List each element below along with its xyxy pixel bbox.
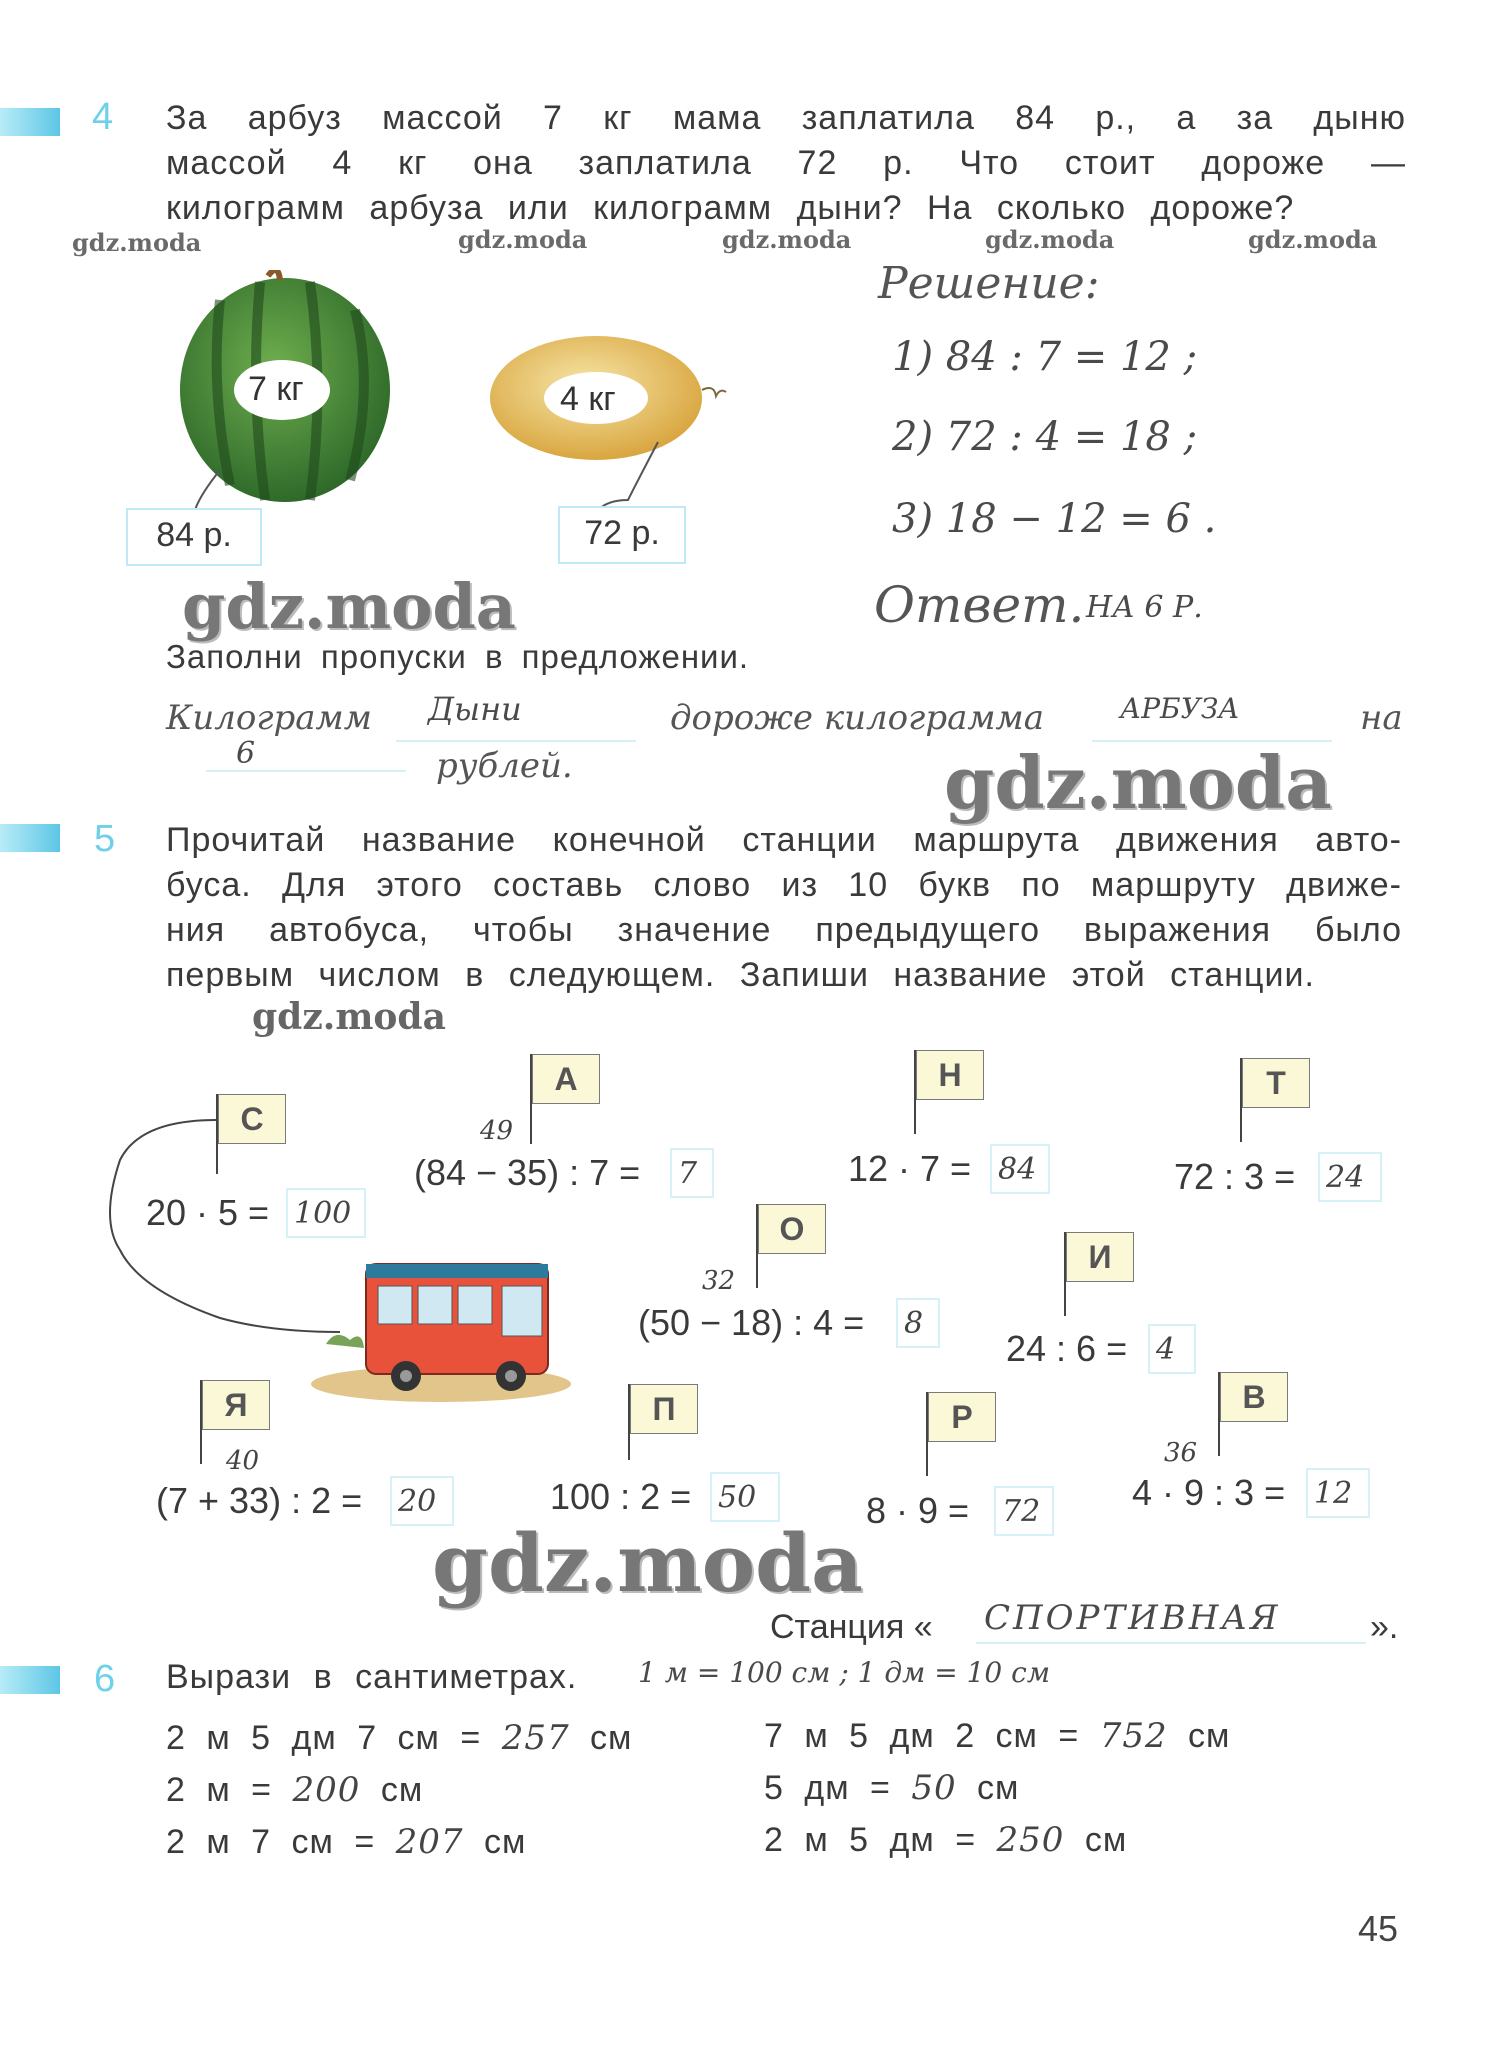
- watermark: gdz.moda: [985, 225, 1115, 254]
- conversion-expression: 2 м 7 см =: [166, 1823, 376, 1861]
- conversion-unit: см: [1188, 1717, 1231, 1755]
- conversion-answer[interactable]: 200: [292, 1770, 361, 1810]
- route-answer: 12: [1314, 1476, 1353, 1511]
- task-5-line: Прочитай название конечной станции маршрута движения авто-: [166, 821, 1402, 859]
- task-6-hint: 1 м = 100 см ; 1 дм = 10 см: [638, 1656, 1051, 1689]
- conversion-answer[interactable]: 752: [1099, 1716, 1168, 1756]
- conversion-unit: см: [590, 1719, 633, 1757]
- watermelon-weight: 7 кг: [248, 370, 304, 408]
- station-answer: СПОРТИВНАЯ: [984, 1598, 1281, 1638]
- route-note: 40: [226, 1446, 260, 1476]
- task-5-line: ния автобуса, чтобы значение предыдущего выражения было: [166, 911, 1402, 949]
- route-answer: 100: [294, 1196, 352, 1231]
- conversion-expression: 2 м =: [166, 1771, 273, 1809]
- task-4-line: килограмм арбуза или килограмм дыни? На сколько дороже?: [166, 189, 1295, 227]
- page-number: 45: [1358, 1908, 1399, 1949]
- flag-letter: А: [532, 1054, 600, 1104]
- fill-word: на: [1360, 698, 1403, 738]
- route-answer-field[interactable]: [990, 1144, 1050, 1194]
- fill-word: дороже килограмма: [670, 698, 1045, 738]
- task-6-number: 6: [94, 1658, 116, 1700]
- route-expression: 100 : 2 =: [550, 1476, 692, 1517]
- route-expression: 72 : 3 =: [1174, 1156, 1296, 1197]
- conversion-row: [166, 1770, 423, 1810]
- route-answer-field[interactable]: [994, 1486, 1054, 1536]
- task-4-line: массой 4 кг она заплатила 72 р. Что стоит дороже —: [166, 144, 1406, 182]
- conversion-row: [166, 1822, 526, 1862]
- flag-letter: Я: [202, 1380, 270, 1430]
- flag-letter: С: [218, 1094, 286, 1144]
- task-4-number: 4: [92, 96, 114, 138]
- route-expression: (7 + 33) : 2 =: [156, 1480, 363, 1521]
- fill-prompt: Заполни пропуски в предложении.: [166, 638, 750, 675]
- route-answer: 4: [1156, 1332, 1176, 1367]
- route-note: 32: [702, 1266, 736, 1296]
- route-note: 49: [480, 1116, 514, 1146]
- task-4-text: [166, 96, 1406, 231]
- watermark: gdz.moda: [458, 225, 588, 254]
- solution-step: 2) 72 : 4 = 18 ;: [892, 414, 1198, 460]
- conversion-unit: см: [484, 1823, 527, 1861]
- task-4-line: За арбуз массой 7 кг мама заплатила 84 р., а за дыню: [166, 99, 1406, 137]
- watermark: gdz.moda: [182, 570, 516, 643]
- route-answer: 24: [1326, 1160, 1365, 1195]
- conversion-row: [166, 1718, 632, 1758]
- route-answer-field[interactable]: [670, 1148, 714, 1198]
- flag-letter: О: [758, 1204, 826, 1254]
- route-answer: 72: [1002, 1494, 1041, 1529]
- route-answer-field[interactable]: [1148, 1324, 1196, 1374]
- route-expression: 8 · 9 =: [866, 1490, 970, 1531]
- station-close: ».: [1370, 1608, 1399, 1646]
- route-answer-field[interactable]: [896, 1298, 940, 1348]
- route-answer: 20: [398, 1484, 437, 1519]
- conversion-answer[interactable]: 257: [501, 1718, 570, 1758]
- flag-letter: И: [1066, 1232, 1134, 1282]
- conversion-answer[interactable]: 207: [395, 1822, 464, 1862]
- flag-letter: П: [630, 1384, 698, 1434]
- route-answer: 7: [678, 1156, 698, 1191]
- conversion-expression: 7 м 5 дм 2 см =: [764, 1717, 1080, 1755]
- watermark: gdz.moda: [252, 996, 446, 1038]
- melon-weight: 4 кг: [560, 380, 616, 418]
- fill-word: Килограмм: [166, 698, 372, 738]
- answer-title: Ответ.: [874, 576, 1085, 634]
- task-5-text: [166, 818, 1402, 998]
- conversion-expression: 2 м 5 дм =: [764, 1821, 977, 1859]
- solution-step: 1) 84 : 7 = 12 ;: [892, 334, 1198, 380]
- watermark: gdz.moda: [722, 225, 852, 254]
- route-expression: 20 · 5 =: [146, 1192, 270, 1233]
- route-expression: (50 − 18) : 4 =: [638, 1302, 865, 1343]
- fill-answer-3: 6: [236, 736, 256, 771]
- task-6-prompt: Вырази в сантиметрах.: [166, 1658, 578, 1696]
- melon-illustration: [488, 330, 728, 510]
- fill-word: рублей.: [436, 746, 573, 786]
- flag-letter: Н: [916, 1050, 984, 1100]
- watermark: gdz.moda: [72, 228, 202, 257]
- fill-answer-1: Дыни: [428, 690, 522, 728]
- task-4-marker: [0, 108, 60, 136]
- task-5-line: буса. Для этого составь слово из 10 букв по маршруту движе-: [166, 866, 1402, 904]
- melon-price-tag: 72 р.: [558, 506, 686, 564]
- flag-letter: Т: [1242, 1058, 1310, 1108]
- task-5-number: 5: [94, 818, 116, 860]
- route-expression: 24 : 6 =: [1006, 1328, 1128, 1369]
- route-answer-field[interactable]: [710, 1472, 780, 1522]
- conversion-row: [764, 1768, 1019, 1808]
- conversion-row: [764, 1716, 1230, 1756]
- solution-title: Решение:: [878, 258, 1100, 309]
- conversion-expression: 2 м 5 дм 7 см =: [166, 1719, 482, 1757]
- route-answer-field[interactable]: [1306, 1468, 1370, 1518]
- route-answer-field[interactable]: [286, 1188, 366, 1238]
- answer-text: НА 6 Р.: [1086, 590, 1203, 625]
- flag-letter: В: [1220, 1372, 1288, 1422]
- conversion-unit: см: [977, 1769, 1020, 1807]
- route-note: 36: [1164, 1438, 1198, 1468]
- task-5-marker: [0, 824, 60, 852]
- watermark: gdz.moda: [432, 1516, 863, 1610]
- conversion-row: [764, 1820, 1127, 1860]
- fill-answer-2: АРБУЗА: [1120, 692, 1240, 725]
- watermark: gdz.moda: [1248, 225, 1378, 254]
- task-6-marker: [0, 1666, 60, 1694]
- watermelon-price-tag: 84 р.: [126, 508, 262, 566]
- route-expression: (84 − 35) : 7 =: [414, 1152, 641, 1193]
- conversion-answer[interactable]: 50: [911, 1768, 957, 1808]
- route-expression: 4 · 9 : 3 =: [1132, 1472, 1286, 1513]
- route-expression: 12 · 7 =: [848, 1148, 972, 1189]
- conversion-answer[interactable]: 250: [996, 1820, 1065, 1860]
- route-answer-field[interactable]: [1318, 1152, 1382, 1202]
- bus-illustration: [306, 1244, 576, 1404]
- flag-letter: Р: [928, 1392, 996, 1442]
- station-label: Станция «: [770, 1608, 933, 1646]
- conversion-unit: см: [380, 1771, 424, 1809]
- route-answer: 84: [998, 1152, 1037, 1187]
- route-answer: 8: [904, 1306, 924, 1341]
- solution-step: 3) 18 − 12 = 6 .: [892, 496, 1217, 542]
- conversion-expression: 5 дм =: [764, 1769, 891, 1807]
- conversion-unit: см: [1084, 1821, 1128, 1859]
- task-5-line: первым числом в следующем. Запиши название этой станции.: [166, 956, 1315, 994]
- watermark: gdz.moda: [944, 740, 1332, 825]
- route-answer: 50: [718, 1480, 757, 1515]
